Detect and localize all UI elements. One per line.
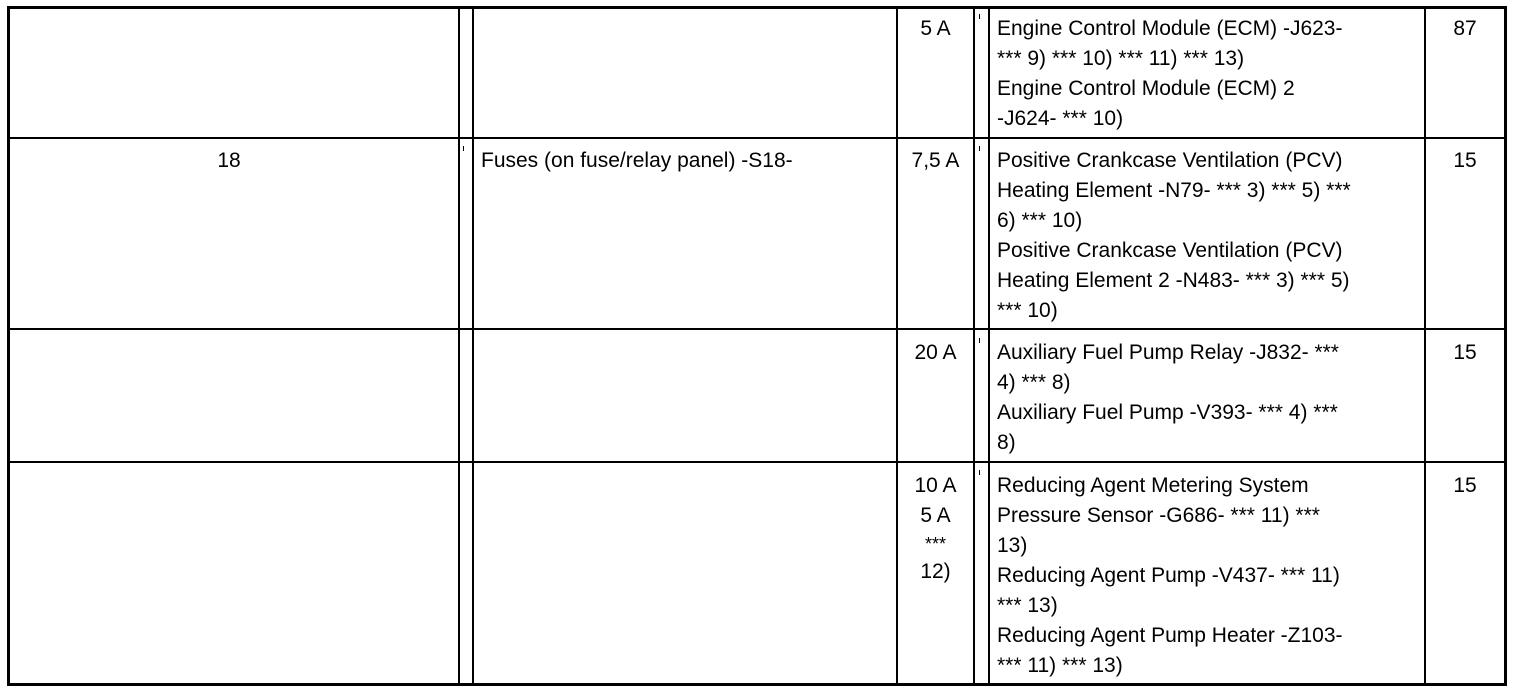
fuse-number: 18	[217, 149, 241, 172]
terminal-text: 87	[1453, 17, 1477, 40]
terminal-cell	[1426, 146, 1504, 176]
component-text: Fuses (on fuse/relay panel) -S18-	[481, 149, 793, 172]
rating-text: 5 A	[920, 504, 951, 527]
row-divider	[7, 328, 1507, 330]
column-divider	[988, 6, 990, 686]
component-cell	[481, 146, 895, 176]
table-border-bottom	[7, 683, 1507, 686]
description-line: 8)	[997, 431, 1016, 454]
description-line: 13)	[997, 534, 1028, 557]
description-line: *** 13)	[997, 594, 1058, 617]
column-divider	[458, 6, 460, 686]
table-border-top	[7, 6, 1507, 9]
tick-mark	[463, 146, 464, 151]
rating-text: 7,5 A	[911, 149, 960, 172]
tick-mark	[979, 470, 980, 475]
terminal-cell	[1426, 471, 1504, 501]
terminal-text: 15	[1453, 341, 1477, 364]
terminal-text: 15	[1453, 149, 1477, 172]
rating-text: 5 A	[920, 17, 951, 40]
description-line: Auxiliary Fuel Pump Relay -J832- ***	[997, 341, 1339, 364]
tick-mark	[979, 14, 980, 19]
rating-text: 10 A	[914, 474, 957, 497]
rating-text: 20 A	[914, 341, 957, 364]
description-line: *** 11) *** 13)	[997, 654, 1123, 677]
rating-cell	[898, 471, 973, 587]
description-line: 4) *** 8)	[997, 371, 1071, 394]
description-line: Positive Crankcase Ventilation (PCV)	[997, 149, 1343, 172]
description-line: -J624- *** 10)	[997, 107, 1124, 130]
description-line: Auxiliary Fuel Pump -V393- *** 4) ***	[997, 401, 1338, 424]
tick-mark	[979, 146, 980, 151]
description-line: Engine Control Module (ECM) 2	[997, 77, 1295, 100]
description-cell	[997, 146, 1423, 326]
description-cell	[997, 471, 1423, 681]
rating-text: 12)	[920, 560, 951, 583]
description-cell	[997, 338, 1423, 458]
row-divider	[7, 137, 1507, 139]
tick-mark	[979, 338, 980, 343]
column-divider	[973, 6, 975, 686]
rating-text: ***	[924, 534, 946, 554]
description-line: Positive Crankcase Ventilation (PCV)	[997, 239, 1343, 262]
row-divider	[7, 461, 1507, 463]
description-line: Reducing Agent Pump -V437- *** 11)	[997, 564, 1340, 587]
terminal-text: 15	[1453, 474, 1477, 497]
description-line: *** 10)	[997, 299, 1058, 322]
description-line: Heating Element 2 -N483- *** 3) *** 5)	[997, 269, 1350, 292]
description-line: Reducing Agent Metering System	[997, 474, 1309, 497]
fuse-number-cell	[10, 146, 448, 176]
table-border-left	[7, 6, 10, 686]
description-cell	[997, 14, 1423, 134]
description-line: Heating Element -N79- *** 3) *** 5) ***	[997, 179, 1351, 202]
table-border-right	[1504, 6, 1507, 686]
description-line: 6) *** 10)	[997, 209, 1083, 232]
terminal-cell	[1426, 338, 1504, 368]
rating-cell	[898, 146, 973, 176]
column-divider	[472, 6, 474, 686]
description-line: Engine Control Module (ECM) -J623-	[997, 17, 1343, 40]
description-line: Reducing Agent Pump Heater -Z103-	[997, 624, 1343, 647]
description-line: Pressure Sensor -G686- *** 11) ***	[997, 504, 1320, 527]
terminal-cell	[1426, 14, 1504, 44]
description-line: *** 9) *** 10) *** 11) *** 13)	[997, 47, 1245, 70]
rating-cell	[898, 338, 973, 368]
rating-cell	[898, 14, 973, 44]
